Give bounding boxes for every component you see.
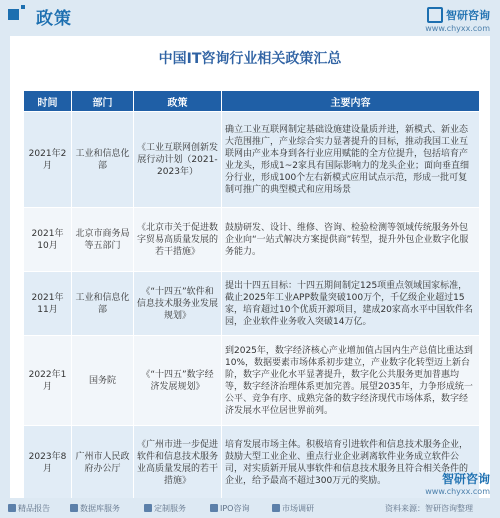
cell-time: 2022年1月 (24, 336, 72, 426)
cell-time: 2021年2月 (24, 112, 72, 208)
cell-content: 提出十四五目标：十四五期间制定125项重点领域国家标准，截止2025年工业APP数量突破100万个，千亿级企业超过15家，培育超过10个优质开源项目，建成20家高水平中国软件名园，企业软件业务收入突破14万亿。 (222, 272, 480, 336)
report-icon (8, 504, 16, 512)
footer-item-database: 数据库服务 (70, 503, 120, 514)
cell-content: 到2025年，数字经济核心产业增加值占国内生产总值比重达到10%，数据要素市场体系初步建立，产业数字化转型迈上新台阶，数字产业化水平显著提升，数字化公共服务更加普惠均等，数字经济治理体系更加完善。展望2035年，力争形成统一公平、竞争有序、成熟完备的数字经济现代市场体系，数字经济发展水平位居世界前列。 (222, 336, 480, 426)
table-row (24, 426, 480, 500)
watermark-url: www.chyxx.com (425, 487, 490, 496)
cell-dept: 工业和信息化部 (72, 272, 134, 336)
column-header-policy: 政策 (134, 91, 222, 112)
column-header-content: 主要内容 (222, 91, 480, 112)
cell-dept: 北京市商务局等五部门 (72, 208, 134, 272)
cell-policy: 《“十四五”数字经济发展规划》 (134, 336, 222, 426)
footer (0, 498, 500, 518)
header-square-icon (8, 9, 19, 20)
cell-policy: 《北京市关于促进数字贸易高质量发展的若干措施》 (134, 208, 222, 272)
cell-content: 培育发展市场主体。积极培育引进软件和信息技术服务企业，鼓励大型工业企业、重点行业企业剥离软件业务成立软件公司，对实质新开展从事软件和信息技术服务且符合相关条件的企业，给予最高不超过300万元的奖励。 (222, 426, 480, 500)
top-bar (0, 0, 500, 32)
footer-item-reports: 精品报告 (8, 503, 50, 514)
footer-item-ipo: IPO咨询 (210, 503, 249, 514)
column-header-dept: 部门 (72, 91, 134, 112)
cell-dept: 国务院 (72, 336, 134, 426)
research-icon (272, 504, 280, 512)
cell-time: 2021年10月 (24, 208, 72, 272)
footer-item-research: 市场调研 (272, 503, 314, 514)
table-row (24, 272, 480, 336)
database-icon (70, 504, 78, 512)
cell-time: 2023年8月 (24, 426, 72, 500)
watermark-name: 智研咨询 (441, 472, 490, 486)
policy-card (10, 36, 490, 508)
brand-logo-icon (427, 7, 443, 23)
custom-service-icon (144, 504, 152, 512)
policy-table (23, 90, 480, 500)
table-header-row (24, 91, 480, 112)
column-header-time: 时间 (24, 91, 72, 112)
brand (425, 4, 490, 33)
watermark-logo (425, 470, 490, 496)
footer-item-custom: 定制服务 (144, 503, 186, 514)
cell-time: 2021年11月 (24, 272, 72, 336)
page-title: 政策 (36, 9, 72, 29)
cell-policy: 《工业互联网创新发展行动计划（2021-2023年） (134, 112, 222, 208)
cell-dept: 工业和信息化部 (72, 112, 134, 208)
card-title: 中国IT咨询行业相关政策汇总 (158, 51, 342, 67)
header-dot-icon (21, 5, 25, 9)
cell-policy: 《“十四五”软件和信息技术服务业发展规划》 (134, 272, 222, 336)
footer-source: 资料来源：智研咨询整理 (385, 504, 473, 513)
table-row (24, 208, 480, 272)
table-row (24, 112, 480, 208)
cell-dept: 广州市人民政府办公厅 (72, 426, 134, 500)
cell-content: 确立工业互联网制定基础设施建设量质并进，新模式、新业态大范围推广，产业综合实力显著提升的目标，推动我国工业互联网由产业本身到各行业应用赋能的全方位提升，包括培育产业龙头，形成1~2家具有国际影响力的龙头企业；面向垂直细分行业，形成100个左右新模式应用试点示范，形成一批可复制可推广的典型模式和应用场景 (222, 112, 480, 208)
cell-content: 鼓励研发、设计、维修、咨询、检验检测等领域传统服务外包企业向“一站式解决方案提供商”转型，提升外包企业数字化服务能力。 (222, 208, 480, 272)
brand-name: 智研咨询 (446, 8, 490, 22)
table-row (24, 336, 480, 426)
brand-url: www.chyxx.com (425, 24, 490, 33)
cell-policy: 《广州市进一步促进软件和信息技术服务业高质量发展的若干措施》 (134, 426, 222, 500)
ipo-icon (210, 504, 218, 512)
